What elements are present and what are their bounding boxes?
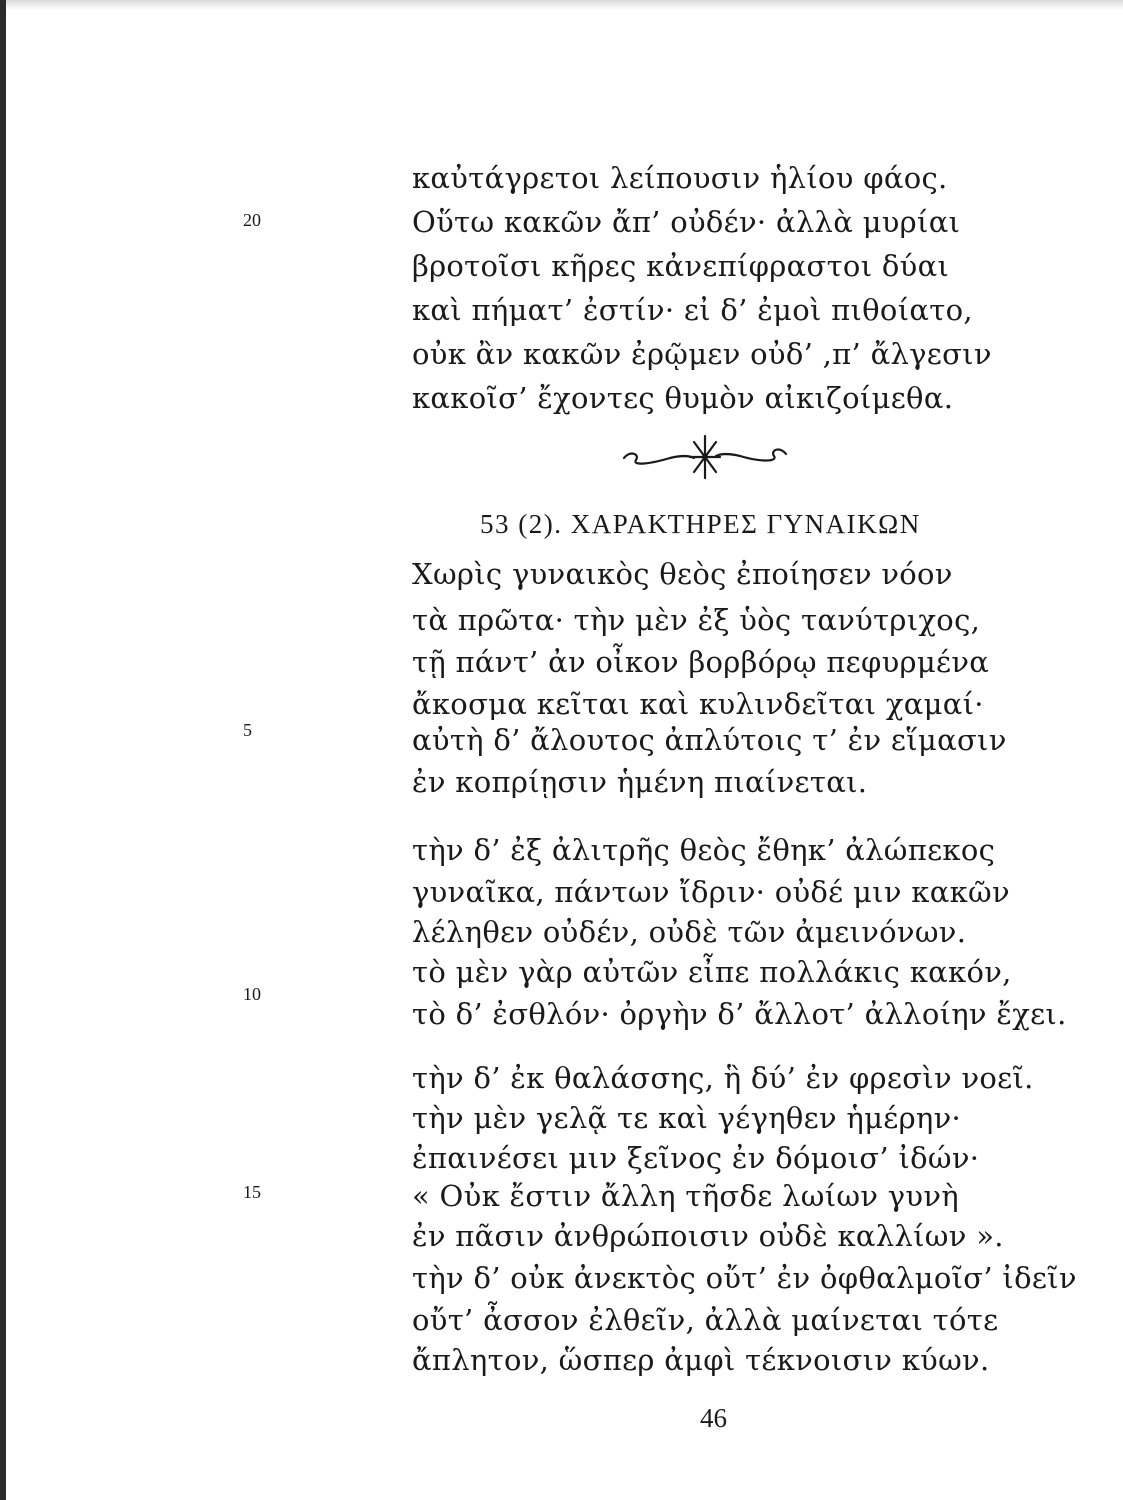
verse-line: βροτοῖσι κῆρες κἀνεπίφραστοι δύαι xyxy=(412,249,950,283)
page-number: 46 xyxy=(700,1403,727,1433)
verse-line: τὰ πρῶτα· τὴν μὲν ἐξ ὑὸς τανύτριχος, xyxy=(412,603,981,637)
verse-line: τὸ δ’ ἐσθλόν· ὀργὴν δ’ ἄλλοτ’ ἀλλοίην ἔχει. xyxy=(412,997,1067,1031)
verse-line: τὸ μὲν γὰρ αὐτῶν εἶπε πολλάκις κακόν, xyxy=(412,955,1012,989)
line-number: 5 xyxy=(243,720,252,740)
verse-line: κακοῖσ’ ἔχοντες θυμὸν αἰκιζοίμεθα. xyxy=(412,381,954,415)
verse-line: τὴν μὲν γελᾷ τε καὶ γέγηθεν ἡμέρην· xyxy=(412,1101,962,1135)
verse-line: ἐπαινέσει μιν ξεῖνος ἐν δόμοισ’ ἰδών· xyxy=(412,1141,980,1175)
ornament-flourish-icon xyxy=(620,428,790,484)
scan-left-edge xyxy=(0,0,6,1500)
verse-line: τὴν δ’ ἐξ ἀλιτρῆς θεὸς ἔθηκ’ ἀλώπεκος xyxy=(412,833,996,867)
verse-line: τῇ πάντ’ ἀν οἶκον βορβόρῳ πεφυρμένα xyxy=(412,645,990,679)
verse-line: ἐν κοπρίῃσιν ἡμένη πιαίνεται. xyxy=(412,765,868,799)
verse-line: γυναῖκα, πάντων ἴδριν· οὐδέ μιν κακῶν xyxy=(412,875,1010,909)
poem-heading: 53 (2). ΧΑΡΑΚΤΗΡΕΣ ΓΥΝΑΙΚΩΝ xyxy=(480,509,921,539)
verse-line: Οὕτω κακῶν ἄπ’ οὐδέν· ἀλλὰ μυρίαι xyxy=(412,205,961,239)
verse-line: οὐκ ἂν κακῶν ἐρῷμεν οὐδ’ ,π’ ἄλγεσιν xyxy=(412,337,992,371)
verse-line: καὐτάγρετοι λείπουσιν ἡλίου φάος. xyxy=(412,161,948,195)
verse-line: « Οὐκ ἔστιν ἄλλη τῆσδε λωίων γυνὴ xyxy=(412,1179,959,1213)
verse-line: τὴν δ’ ἐκ θαλάσσης, ἣ δύ’ ἐν φρεσὶν νοεῖ. xyxy=(412,1061,1034,1095)
line-number: 10 xyxy=(243,984,261,1004)
verse-line: ἄπλητον, ὥσπερ ἀμφὶ τέκνοισιν κύων. xyxy=(412,1343,990,1377)
verse-line: οὔτ’ ἆσσον ἐλθεῖν, ἀλλὰ μαίνεται τότε xyxy=(412,1303,999,1337)
verse-line: καὶ πήματ’ ἐστίν· εἰ δ’ ἐμοὶ πιθοίατο, xyxy=(412,293,973,327)
verse-line: λέληθεν οὐδέν, οὐδὲ τῶν ἀμεινόνων. xyxy=(412,915,967,949)
verse-line: Χωρὶς γυναικὸς θεὸς ἐποίησεν νόον xyxy=(412,557,953,591)
line-number: 15 xyxy=(243,1182,261,1202)
verse-line: ἄκοσμα κεῖται καὶ κυλινδεῖται χαμαί· xyxy=(412,687,984,721)
line-number: 20 xyxy=(243,210,261,230)
verse-line: τὴν δ’ οὐκ ἀνεκτὸς οὔτ’ ἐν ὀφθαλμοῖσ’ ἰδεῖν xyxy=(412,1261,1077,1295)
verse-line: ἐν πᾶσιν ἀνθρώποισιν οὐδὲ καλλίων ». xyxy=(412,1219,1004,1253)
page-top-shadow xyxy=(0,0,1123,10)
verse-line: αὐτὴ δ’ ἄλουτος ἀπλύτοις τ’ ἐν εἵμασιν xyxy=(412,723,1007,757)
